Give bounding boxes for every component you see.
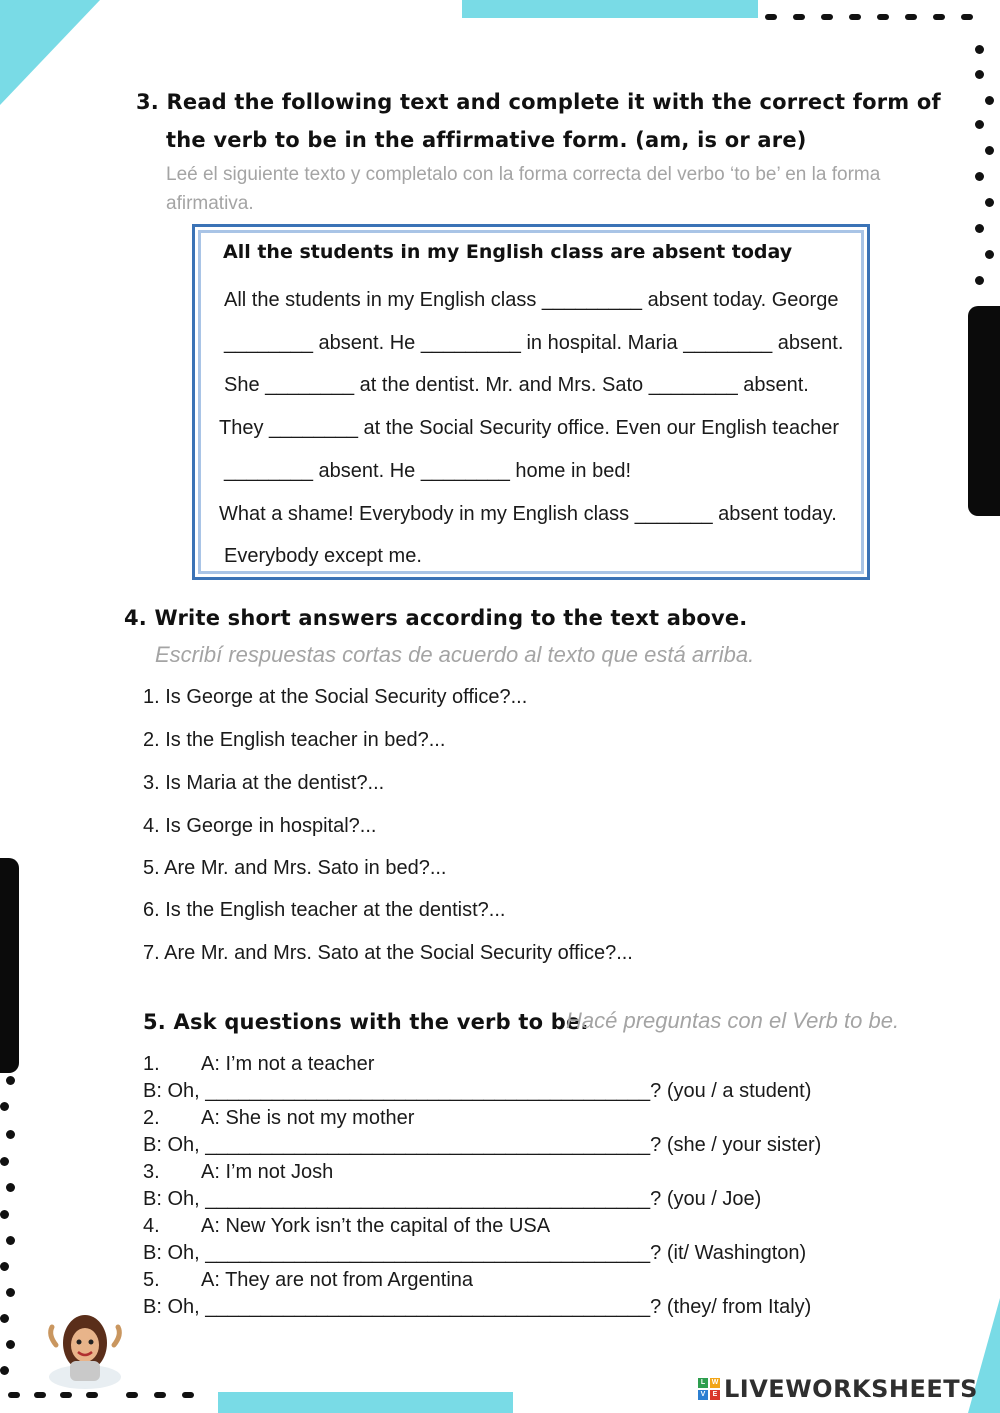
section3-heading-line2: the verb to be in the affirmative form. (am, is or are) — [166, 128, 807, 152]
dot-decoration — [6, 1130, 15, 1139]
section3-heading-line1: 3. Read the following text and complete it with the correct form of — [136, 90, 941, 114]
dot-decoration — [975, 224, 984, 233]
exercise-statement: A: I’m not a teacher — [201, 1053, 375, 1075]
exercise-prompt — [143, 1107, 414, 1130]
teacher-avatar-icon — [42, 1305, 128, 1391]
dot-decoration — [86, 1392, 98, 1398]
section5-heading: 5. Ask questions with the verb to be. — [143, 1010, 589, 1034]
section4-subtitle: Escribí respuestas cortas de acuerdo al texto que está arriba. — [155, 642, 755, 667]
reading-line: They ________ at the Social Security office. Even our English teacher — [219, 417, 840, 439]
reading-line: Everybody except me. — [224, 545, 422, 567]
dot-decoration — [0, 1102, 9, 1111]
exercise-prompt — [143, 1053, 374, 1076]
section4-heading: 4. Write short answers according to the text above. — [124, 606, 748, 630]
dot-decoration — [34, 1392, 46, 1398]
dot-decoration — [985, 250, 994, 259]
reading-line: She ________ at the dentist. Mr. and Mrs. Sato ________ absent. — [224, 374, 809, 396]
dot-decoration — [849, 14, 861, 20]
logo-mark-letter: L — [698, 1378, 708, 1388]
dot-decoration — [8, 1392, 20, 1398]
dot-decoration — [975, 172, 984, 181]
dot-decoration — [0, 1366, 9, 1375]
exercise-prompt — [143, 1215, 550, 1238]
question-item: 5. Are Mr. and Mrs. Sato in bed?... — [143, 857, 447, 879]
dot-decoration — [6, 1236, 15, 1245]
logo-mark-letter: E — [710, 1390, 720, 1400]
dot-decoration — [985, 146, 994, 155]
dot-decoration — [6, 1340, 15, 1349]
question-item: 2. Is the English teacher in bed?... — [143, 729, 446, 751]
exercise-answer-line[interactable]: B: Oh, ________________________________________? (she / your sister) — [143, 1134, 822, 1156]
logo-text: LIVEWORKSHEETS — [724, 1375, 978, 1403]
dot-decoration — [793, 14, 805, 20]
question-item: 1. Is George at the Social Security office?... — [143, 686, 528, 708]
dot-decoration — [975, 276, 984, 285]
exercise-answer-line[interactable]: B: Oh, ________________________________________? (they/ from Italy) — [143, 1296, 812, 1318]
dot-decoration — [975, 45, 984, 54]
question-item: 4. Is George in hospital?... — [143, 815, 377, 837]
section3-subtitle-line2: afirmativa. — [166, 193, 254, 214]
dot-decoration — [975, 70, 984, 79]
logo-mark-letter: W — [711, 1379, 719, 1386]
dot-decoration — [182, 1392, 194, 1398]
liveworksheets-logo — [698, 1375, 978, 1403]
exercise-prompt — [143, 1161, 333, 1184]
bottom-cyan-bar — [218, 1392, 513, 1413]
dot-decoration — [933, 14, 945, 20]
dot-decoration — [975, 120, 984, 129]
exercise-number: 2. — [143, 1107, 160, 1129]
exercise-answer-line[interactable]: B: Oh, ________________________________________? (you / a student) — [143, 1080, 812, 1102]
dot-decoration — [0, 1210, 9, 1219]
exercise-answer-line[interactable]: B: Oh, ________________________________________? (you / Joe) — [143, 1188, 762, 1210]
reading-line: ________ absent. He _________ in hospital. Maria ________ absent. — [224, 332, 844, 354]
exercise-answer-line[interactable]: B: Oh, ________________________________________? (it/ Washington) — [143, 1242, 807, 1264]
dot-decoration — [6, 1183, 15, 1192]
dot-decoration — [905, 14, 917, 20]
dot-decoration — [6, 1076, 15, 1085]
exercise-statement: A: She is not my mother — [201, 1107, 415, 1129]
exercise-number: 4. — [143, 1215, 160, 1237]
exercise-number: 3. — [143, 1161, 160, 1183]
dot-decoration — [0, 1157, 9, 1166]
dot-decoration — [126, 1392, 138, 1398]
dot-decoration — [0, 1262, 9, 1271]
top-cyan-bar — [462, 0, 758, 18]
corner-shape-top-left-inner — [0, 0, 18, 18]
dot-decoration — [985, 96, 994, 105]
section3-subtitle-line1: Leé el siguiente texto y completalo con la forma correcta del verbo ‘to be’ en la forma — [166, 164, 881, 185]
dot-decoration — [961, 14, 973, 20]
exercise-statement: A: I’m not Josh — [201, 1161, 334, 1183]
logo-mark-icon — [698, 1378, 720, 1400]
exercise-statement: A: They are not from Argentina — [201, 1269, 474, 1291]
section5-subtitle: Hacé preguntas con el Verb to be. — [566, 1008, 900, 1033]
reading-line: All the students in my English class _________ absent today. George — [224, 289, 839, 311]
reading-line: What a shame! Everybody in my English class _______ absent today. — [219, 503, 837, 525]
reading-line: ________ absent. He ________ home in bed! — [224, 460, 632, 482]
exercise-prompt — [143, 1269, 473, 1292]
exercise-statement: A: New York isn’t the capital of the USA — [201, 1215, 551, 1237]
exercise-number: 1. — [143, 1053, 160, 1075]
left-black-bar — [0, 858, 19, 1073]
reading-text-box — [192, 224, 870, 580]
question-item: 7. Are Mr. and Mrs. Sato at the Social Security office?... — [143, 942, 633, 964]
dot-decoration — [6, 1288, 15, 1297]
dot-decoration — [60, 1392, 72, 1398]
dot-decoration — [0, 1314, 9, 1323]
exercise-number: 5. — [143, 1269, 160, 1291]
dot-decoration — [765, 14, 777, 20]
dot-decoration — [154, 1392, 166, 1398]
reading-box-title: All the students in my English class are absent today — [223, 241, 793, 263]
right-black-bar — [968, 306, 1000, 516]
question-item: 6. Is the English teacher at the dentist?... — [143, 899, 506, 921]
dot-decoration — [877, 14, 889, 20]
logo-mark-letter: V — [698, 1390, 708, 1400]
dot-decoration — [985, 198, 994, 207]
dot-decoration — [821, 14, 833, 20]
question-item: 3. Is Maria at the dentist?... — [143, 772, 385, 794]
